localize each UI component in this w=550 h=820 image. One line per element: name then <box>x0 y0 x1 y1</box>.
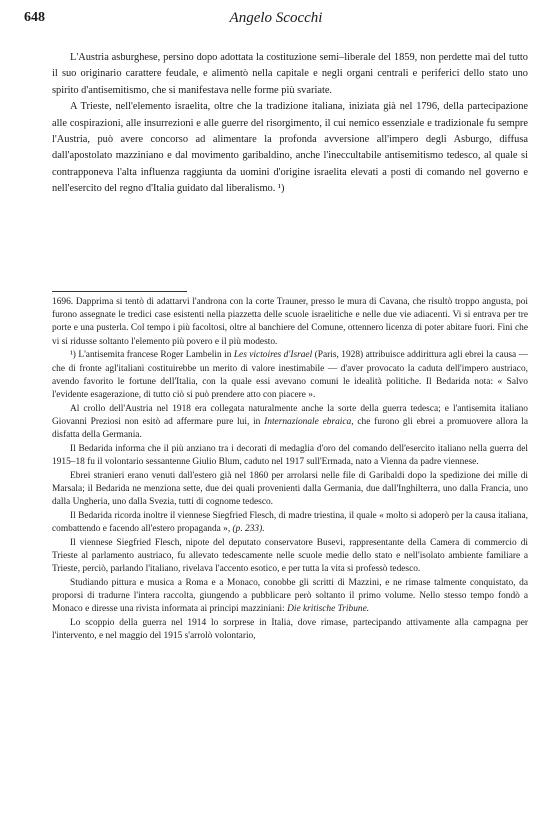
footnote-text: Studiando pittura e musica a Roma e a Monaco, conobbe gli scritti di Mazzini, e ne rimase talmente conquistato, da proporsi di tradurne l'intera raccolta, giungendo a pubblicare però soltanto il primo volume. Nello stesso tempo fondò a Monaco e diresse una rivista informata ai principi mazziniani: <box>52 577 528 615</box>
footnote-paragraph: Il Bedarida informa che il più anziano tra i decorati di medaglia d'oro del comando dell'esercito italiano nella guerra del 1915–18 fu il volontario sessantenne Giulio Blum, caduto nel 1917 sull'Ermada, nato a Vienna da padre viennese. <box>52 443 528 467</box>
main-body-text <box>52 50 528 198</box>
footnote-paragraph <box>52 403 528 443</box>
footnote-paragraph: 1696. Dapprima si tentò di adattarvi l'androna con la corte Trauner, presso le mura di Cavana, che risultò troppo angusta, poi furono assegnate le tredici case esistenti nella piazzetta delle scuole israelitiche e nelle due vie adiacenti. Vi si entrava per tre porte e una pusterla. Col tempo i più facoltosi, oltre al banchiere del Comune, ottennero licenza di poter abitare fuori. Fini che vi si ridusse soltanto l'elemento più povero e il più modesto. <box>52 297 528 347</box>
footnote-text: (Paris, 1928) attribuisce addirittura agli ebrei la causa — che di fronte agl'italiani costituirebbe un merito di valore inestimabile — d'aver provocato la caduta dell'impero austriaco, avendo favorito le fortune dell'Italia, con la quale essi avevano comuni le idealità politiche. Il Bedarida nota: « Salvo l'evidente esagerazione, di tutto ciò si può prendere atto con piacere ». <box>52 350 529 400</box>
book-title: Internazionale ebraica, <box>264 416 354 427</box>
body-paragraph: A Trieste, nell'elemento israelita, oltre che la tradizione italiana, iniziata già nel 1796, della partecipazione alle cospirazioni, alle insurrezioni e alle guerre del risorgimento, il cui nemico essenziale e tradizionale fu sempre l'Austria, può avere concorso ad alimentare la profonda avversione all'impero degli Asburgo, diffusa dall'apostolato mazziniano e dal movimento garibaldino, anche l'ineccultabile antisemitismo tedesco, al quale si contrapponeva l'alta influenza raggiunta da uomini d'origine israelita elevati a posti di comando nel governo e nell'esercito del regno d'Italia guidato dal liberalismo. ¹) <box>52 101 528 195</box>
footnote-paragraph <box>52 577 528 617</box>
footnote-paragraph: Lo scoppio della guerra nel 1914 lo sorprese in Italia, dove rimase, partecipando attivamente alla campagna per l'intervento, e nel maggio del 1915 s'arrolò volontario, <box>52 617 528 642</box>
footnote-paragraph <box>52 510 528 536</box>
page-reference: (p. 233). <box>232 523 265 534</box>
footnote-separator-rule <box>52 291 187 292</box>
footnote-paragraph <box>52 349 528 402</box>
body-paragraph: L'Austria asburghese, persino dopo adottata la costituzione semi–liberale del 1859, non perdette mai del tutto il suo originario carattere feudale, e alimentò nella capitale e negli organi centrali e periferici dello stato uno spirito d'antisemitismo, che si manifestava nelle forme più svariate. <box>52 52 528 96</box>
footnote-paragraph: Il viennese Siegfried Flesch, nipote del deputato conservatore Busevi, rappresentante della Camera di commercio di Trieste al parlamento austriaco, fu allevato tedescamente nelle scuole medie dello stato e nell'isolato ambiente familiare a Trieste, perciò, parlando l'italiano, rivelava l'accento esotico, e per tutta la vita si professò tedesco. <box>52 537 528 575</box>
footnote-text: Al crollo dell'Austria nel 1918 era collegata naturalmente anche la sorte della guerra tedesca; e l'antisemita italiano Giovanni Preziosi non esitò ad affermare pure lui, in <box>52 403 528 427</box>
footnote-paragraph: Ebrei stranieri erano venuti dall'estero già nel 1860 per arrolarsi nelle file di Garibaldi dopo la spedizione dei mille di Marsala; il Bedarida ne menziona sette, due dei quali provenienti dalla Germania, due dall'Inghilterra, uno dalla Francia, uno dalla Ungheria, uno dalla Svezia, tutti di cognome tedesco. <box>52 470 528 508</box>
page-number: 648 <box>24 10 45 25</box>
book-title: Les victoires d'Israel <box>233 350 313 361</box>
footnote-text: ¹) L'antisemita francese Roger Lambelin in <box>70 350 234 361</box>
page-header <box>24 10 528 30</box>
running-head-author: Angelo Scocchi <box>229 10 323 26</box>
footnote-text: Il Bedarida ricorda inoltre il viennese Siegfried Flesch, di madre triestina, il quale « molto si adoperò per la causa italiana, combattendo e facendo all'estero propaganda », <box>52 510 528 534</box>
journal-title: Die kritische Tribune. <box>287 604 370 615</box>
footnote-text: che furono gli ebrei a promuovere allora la disfatta della Germania. <box>52 416 528 441</box>
footnotes-section <box>52 296 528 644</box>
